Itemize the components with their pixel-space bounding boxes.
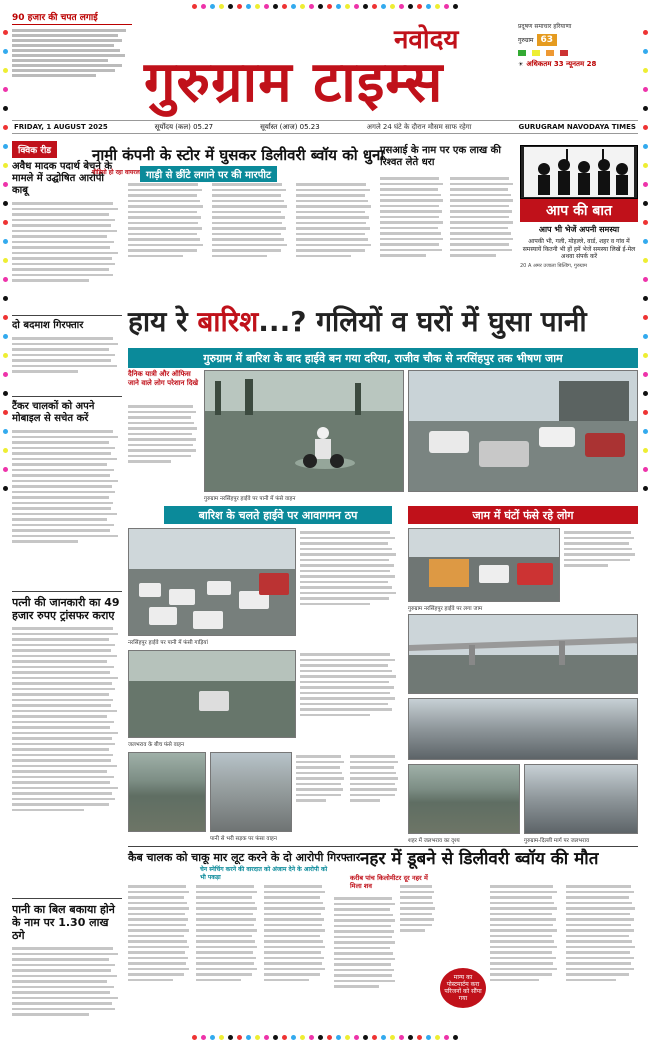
- flood-caption-3: गुरुग्राम नरसिंहपुर हाईवे पर लगा जाम: [408, 606, 483, 612]
- left-column: [12, 138, 122, 1028]
- highway-text-1: [300, 528, 400, 638]
- top-story-col-2: [212, 180, 290, 290]
- opinion-banner: आप की बात: [520, 199, 638, 222]
- jam-photo-1: [408, 528, 560, 602]
- left-body-1: [12, 199, 122, 311]
- quick-read-label: क्विक रीड: [12, 141, 57, 158]
- flood-photo-7: [408, 764, 520, 834]
- jam-box-title: जाम में घंटों फंसे रहे लोग: [408, 506, 638, 524]
- bottom-2-col-4: [566, 882, 638, 1028]
- left-body-3: [12, 427, 122, 587]
- logo-navodaya: नवोदय: [394, 25, 459, 55]
- top-story-headline: नामी कंपनी के स्टोर में घुसकर डिलीवरी ब्वॉय को धुना: [92, 146, 385, 164]
- sunrise: सूर्योदय (कल) 05.27: [154, 122, 214, 131]
- registration-marks-left: [2, 30, 8, 1013]
- flood-caption-6: शहर में जलभराव का दृश्य: [408, 838, 460, 844]
- logo-gurugram-times: गुरुग्राम टाइम्स: [144, 50, 444, 115]
- bottom-2-col-2: [400, 882, 436, 962]
- sunset: सूर्यास्त (आज) 05.23: [260, 122, 320, 131]
- teaser-body: [12, 27, 132, 87]
- weather-bulletin: अगले 24 घंटे के दौरान मौसम साफ रहेगा: [366, 122, 472, 131]
- flood-caption-4: जलभराव के बीच फंसे वाहन: [128, 742, 185, 748]
- top-story-subhead: गाड़ी से छींटे लगाने पर की मारपीट: [140, 166, 277, 182]
- bottom-2-col-3: [490, 882, 560, 1028]
- flood-caption-2: नरसिंहपुर हाईवे पर पानी में फंसी गाड़ियां: [128, 640, 208, 646]
- aqi-scale: [518, 50, 638, 56]
- newspaper-logo: [144, 20, 520, 115]
- masthead: [12, 10, 638, 122]
- teaser-title: 90 हजार की चपत लगाई: [12, 10, 132, 25]
- top-story-col-3: [296, 180, 374, 290]
- main-headline: [128, 302, 638, 346]
- flood-text-1: [128, 402, 200, 492]
- bottom-kicker-2: करीब पांच किलोमीटर दूर नहर में मिला शव: [350, 874, 428, 890]
- sun-icon: ☀: [518, 61, 524, 68]
- flood-photo-6: [408, 698, 638, 760]
- flyover-photo: [408, 614, 638, 694]
- bottom-1-col-2: [196, 882, 260, 1028]
- bottom-headline-2: नहर में डूबने से डिलीवरी ब्वॉय की मौत: [360, 849, 599, 869]
- left-headline-4: पत्नी की जानकारी का 49 हजार रुपए ट्रांसफर कराए: [12, 596, 120, 622]
- weather-label: प्रदूषण समाचार हरियाणा: [518, 23, 572, 30]
- opinion-footer: 20 A अमर उजाला बिल्डिंग, गुरुग्राम: [520, 262, 587, 269]
- flood-photo-5: [210, 752, 292, 832]
- left-headline-2: दो बदमाश गिरफ्तार: [12, 320, 84, 331]
- aqi-value: 63: [537, 34, 558, 46]
- left-body-2: [12, 334, 122, 392]
- flood-caption-7: गुरुग्राम-दिल्ली मार्ग पर जलभराव: [524, 838, 590, 844]
- flood-photo-2: [408, 370, 638, 492]
- paper-name: GURUGRAM NAVODAYA TIMES: [518, 123, 636, 131]
- left-headline-3: टैंकर चालकों को अपने मोबाइल से सचेत करें: [12, 401, 95, 424]
- date: FRIDAY, 1 AUGUST 2025: [14, 123, 108, 131]
- right-story-col-1: [380, 174, 446, 290]
- flood-caption-1: गुरुग्राम नरसिंहपुर हाईवे पर पानी में फंसे वाहन: [204, 496, 296, 502]
- flood-text-3: [350, 752, 400, 830]
- bottom-headline-1: कैब चालक को चाकू मार लूट करने के दो आरोपी गिरफ्तार: [128, 851, 361, 864]
- bottom-kicker-1: चेन स्नेचिंग करने की वारदात को अंजाम देने के आरोपी को भी पकड़ा: [200, 866, 328, 881]
- flood-kicker: दैनिक यात्री और ऑफिस जाने वाले लोग परेशान दिखे: [128, 370, 199, 387]
- flood-caption-5: पानी से भरी सड़क पर फंसा वाहन: [210, 836, 277, 842]
- left-body-5: [12, 944, 122, 1028]
- main-headline-red: बारिश: [197, 305, 259, 338]
- jam-text-1: [564, 528, 638, 586]
- postmortem-badge: मान्य का पोस्टमार्टम करा परिजनों को सौंपा गया: [440, 968, 486, 1008]
- flood-photo-1: [204, 370, 404, 492]
- protest-illustration: [520, 145, 638, 199]
- flood-text-2: [296, 752, 346, 830]
- flood-photo-8: [524, 764, 638, 834]
- top-story-col-1: [128, 180, 206, 290]
- masthead-teaser: [12, 10, 132, 87]
- aqi-label: गुरुग्राम: [518, 37, 534, 44]
- temperature: अधिकतम 33 न्यूनतम 28: [526, 60, 597, 68]
- left-headline-1: अवैध मादक पदार्थ बेचने के मामले में उद्घोषित आरोपी काबू: [12, 161, 113, 196]
- bottom-1-col-3: [264, 882, 328, 1028]
- opinion-box: [520, 145, 638, 285]
- main-subheadline: गुरुग्राम में बारिश के बाद हाईवे बन गया दरिया, राजीव चौक से नरसिंहपुर तक भीषण जाम: [128, 348, 638, 368]
- bottom-2-col-1: [334, 894, 398, 1028]
- highway-box-title: बारिश के चलते हाईवे पर आवागमन ठप: [164, 506, 392, 524]
- right-story-col-2: [450, 174, 516, 290]
- registration-marks-bottom: [6, 1034, 644, 1040]
- left-body-4: [12, 624, 122, 894]
- main-headline-part1: हाय रे: [128, 305, 198, 338]
- highway-text-2: [300, 650, 400, 750]
- traffic-photo: [128, 528, 296, 636]
- opinion-subtitle: आप भी भेजें अपनी समस्या: [538, 225, 620, 234]
- registration-marks-right: [642, 30, 648, 1013]
- top-story-kicker: वीडियो हो रहा वायरल: [92, 169, 140, 176]
- dateline: [12, 120, 638, 134]
- opinion-text: आपकी भी, गली, मोहल्ले, वार्ड, शहर व गांव में समस्यायें कितनी भी हों हमें भेजें समस्या लिखें ई-मेल अथवा संपर्क करें: [522, 238, 636, 260]
- main-headline-part2: ...? गलियों व घरों में घुसा पानी: [258, 305, 587, 338]
- right-story-headline: एसआई के नाम पर एक लाख की रिश्वत लेते धरा: [380, 145, 501, 168]
- weather-box: [518, 22, 638, 122]
- flood-photo-4: [128, 752, 206, 832]
- registration-marks-top: [6, 3, 644, 9]
- flood-photo-3: [128, 650, 296, 738]
- bottom-1-col-1: [128, 882, 192, 1028]
- left-headline-5: पानी का बिल बकाया होने के नाम पर 1.30 लाख ठगे: [12, 903, 115, 942]
